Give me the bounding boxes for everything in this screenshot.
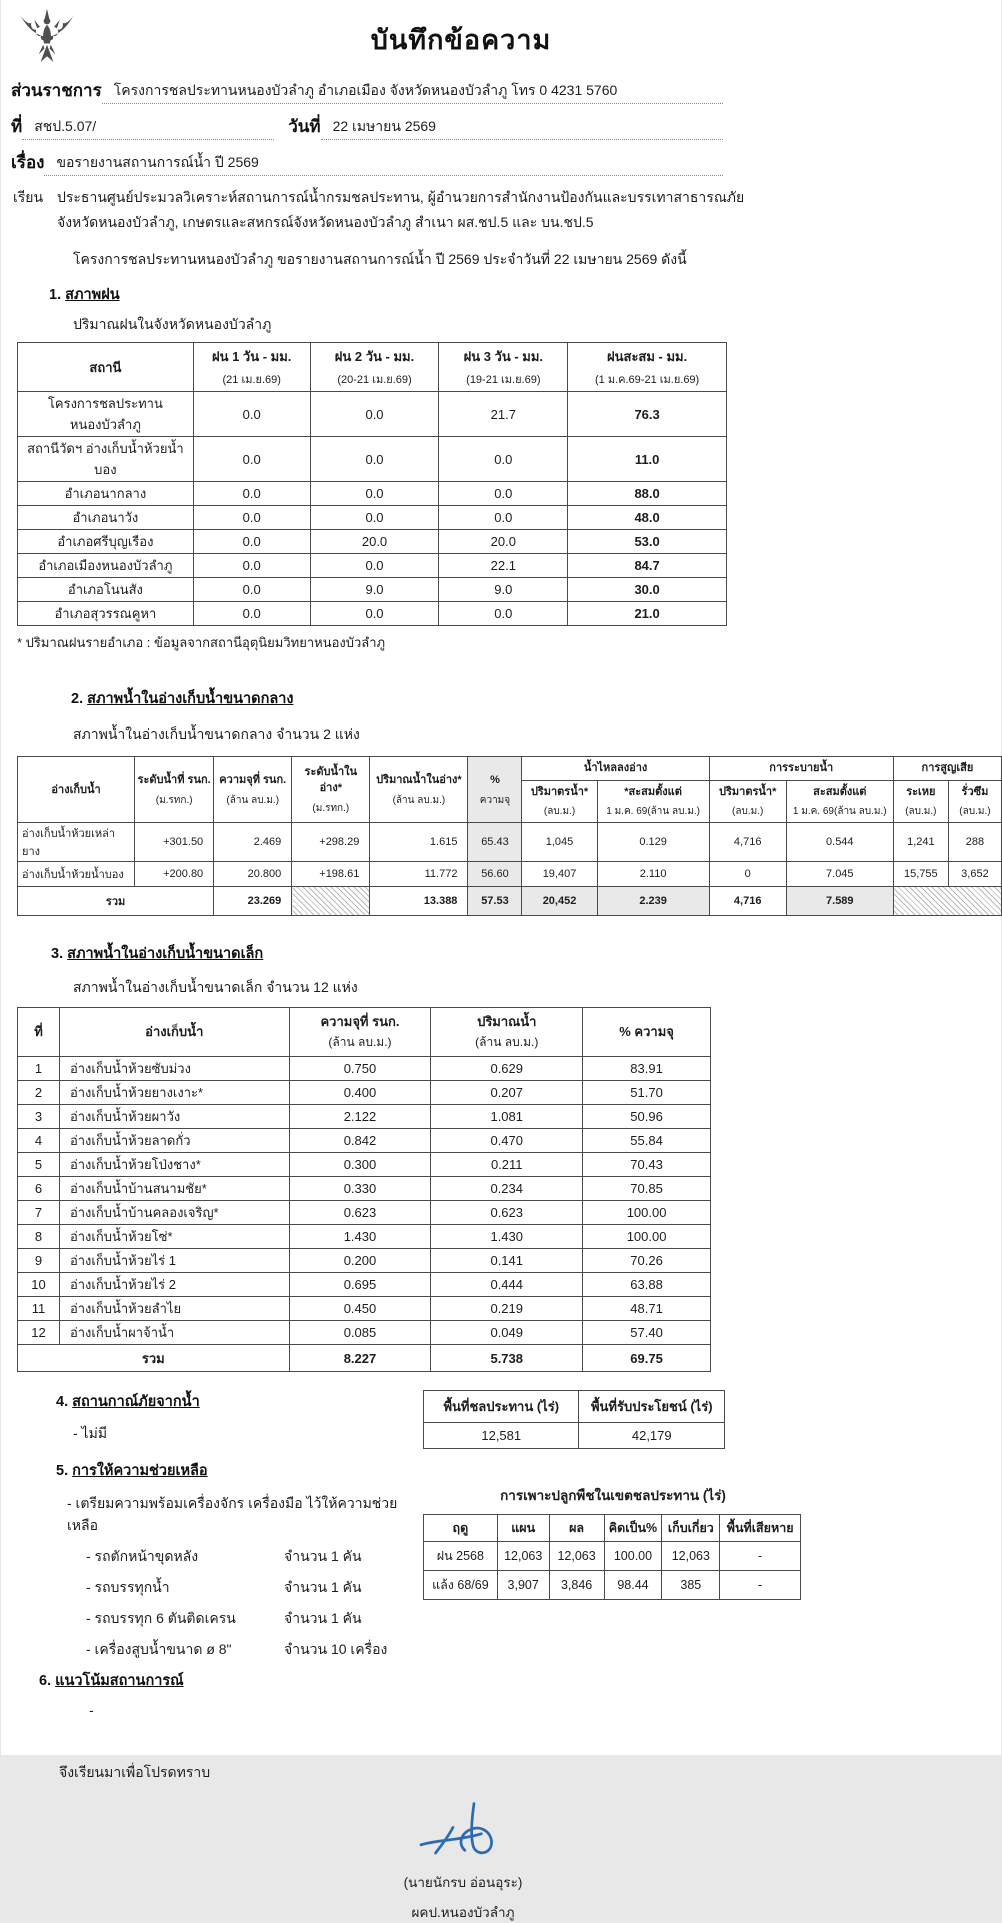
signature-icon bbox=[408, 1800, 518, 1864]
col-inflow-volume: ปริมาตรน้ำ* (ลบ.ม.) bbox=[522, 780, 597, 823]
section6-title: แนวโน้มสถานการณ์ bbox=[55, 1673, 184, 1690]
col-percent-capacity: % ความจุ bbox=[468, 757, 522, 823]
small-reservoir-row: 7 อ่างเก็บน้ำบ้านคลองเจริญ* 0.623 0.623 100.00 bbox=[18, 1201, 711, 1225]
rainfall-row: อำเภอศรีบุญเรือง 0.0 20.0 20.0 53.0 bbox=[18, 530, 727, 554]
group-inflow: น้ำไหลลงอ่าง bbox=[522, 757, 709, 781]
equipment-quantity: จำนวน 10 เครื่อง bbox=[284, 1641, 388, 1658]
station-name: อำเภอนากลาง bbox=[18, 482, 194, 506]
rainfall-row: อำเภอนาวัง 0.0 0.0 0.0 48.0 bbox=[18, 506, 727, 530]
col-discharge-cumulative: สะสมตั้งแต่ 1 ม.ค. 69(ล้าน ลบ.ม.) bbox=[786, 780, 893, 823]
equipment-item bbox=[86, 1639, 423, 1661]
crop-row: ฝน 2568 12,063 12,063 100.00 12,063 - bbox=[424, 1542, 801, 1571]
section6-number: 6. bbox=[39, 1673, 52, 1690]
equipment-name: - รถบรรทุก 6 ตันติดเครน bbox=[86, 1610, 236, 1627]
small-reservoir-row: 12 อ่างเก็บน้ำผาจ้าน้ำ 0.085 0.049 57.40 bbox=[18, 1321, 711, 1345]
to-line-2: จังหวัดหนองบัวลำภู, เกษตรและสหกรณ์จังหวัดหนองบัวลำภู สำเนา ผส.ชป.5 และ บน.ชป.5 bbox=[57, 214, 594, 231]
col-reservoir: อ่างเก็บน้ำ bbox=[18, 757, 135, 823]
small-reservoir-row: 8 อ่างเก็บน้ำห้วยโซ่* 1.430 1.430 100.00 bbox=[18, 1225, 711, 1249]
section4-right bbox=[423, 1390, 725, 1449]
small-header-row bbox=[18, 1008, 711, 1057]
reservoir-name: อ่างเก็บน้ำห้วยลำไย bbox=[59, 1297, 289, 1321]
section5-left bbox=[11, 1484, 423, 1661]
equipment-quantity: จำนวน 1 คัน bbox=[284, 1548, 362, 1565]
memo-form-header bbox=[11, 77, 723, 176]
rainfall-footnote: * ปริมาณฝนรายอำเภอ : ข้อมูลจากสถานีอุตุนิยมวิทยาหนองบัวลำภู bbox=[17, 635, 386, 651]
group-discharge: การระบายน้ำ bbox=[709, 757, 893, 781]
rainfall-col-cumulative: ฝนสะสม - มม. (1 ม.ค.69-21 เม.ย.69) bbox=[568, 343, 727, 392]
equipment-item bbox=[86, 1608, 423, 1630]
rainfall-col-1day: ฝน 1 วัน - มม. (21 เม.ย.69) bbox=[193, 343, 310, 392]
irrigation-area-table bbox=[423, 1390, 725, 1449]
reservoir-name: อ่างเก็บน้ำห้วยซับม่วง bbox=[59, 1057, 289, 1081]
reservoir-name: อ่างเก็บน้ำห้วยผาวัง bbox=[59, 1105, 289, 1129]
season: แล้ง 68/69 bbox=[424, 1571, 498, 1600]
col-seepage: รั่วซึม (ลบ.ม.) bbox=[948, 780, 1001, 823]
section1-heading bbox=[49, 283, 991, 306]
date-value: 22 เมษายน 2569 bbox=[321, 116, 723, 140]
small-reservoir-row: 11 อ่างเก็บน้ำห้วยลำไย 0.450 0.219 48.71 bbox=[18, 1297, 711, 1321]
small-reservoir-row: 3 อ่างเก็บน้ำห้วยผาวัง 2.122 1.081 50.96 bbox=[18, 1105, 711, 1129]
col-percent: % ความจุ bbox=[583, 1008, 711, 1057]
medium-reservoir-table bbox=[17, 756, 1002, 916]
small-reservoir-row: 5 อ่างเก็บน้ำห้วยโป่งชาง* 0.300 0.211 70.43 bbox=[18, 1153, 711, 1177]
to-text bbox=[57, 185, 744, 235]
section5-title: การให้ความช่วยเหลือ bbox=[72, 1463, 208, 1480]
reservoir-name: อ่างเก็บน้ำห้วยไร่ 2 bbox=[59, 1273, 289, 1297]
medium-reservoir-row: อ่างเก็บน้ำห้วยน้ำบอง +200.80 20.800 +198.61 11.772 56.60 19,407 2.110 0 7.045 15,755 3,652 bbox=[18, 862, 1002, 887]
col-volume-current: ปริมาณน้ำในอ่าง* (ล้าน ลบ.ม.) bbox=[370, 757, 468, 823]
section1-number: 1. bbox=[49, 287, 62, 304]
small-reservoir-row: 1 อ่างเก็บน้ำห้วยซับม่วง 0.750 0.629 83.91 bbox=[18, 1057, 711, 1081]
section4-heading bbox=[56, 1390, 423, 1413]
section4-row bbox=[11, 1390, 991, 1449]
station-name: อำเภอศรีบุญเรือง bbox=[18, 530, 194, 554]
section4-left bbox=[11, 1390, 423, 1449]
section4-item: - ไม่มี bbox=[73, 1425, 108, 1442]
crop-table-title: การเพาะปลูกพืชในเขตชลประทาน (ไร่) bbox=[500, 1488, 726, 1504]
col-harvested: เก็บเกี่ยว bbox=[662, 1515, 720, 1542]
rainfall-row: โครงการชลประทานหนองบัวลำภู 0.0 0.0 21.7 76.3 bbox=[18, 392, 727, 437]
to-label: เรียน bbox=[13, 189, 44, 205]
number-date-line bbox=[11, 113, 723, 140]
reservoir-name: อ่างเก็บน้ำห้วยโซ่* bbox=[59, 1225, 289, 1249]
rainfall-col-2day: ฝน 2 วัน - มม. (20-21 เม.ย.69) bbox=[310, 343, 439, 392]
signer-name: (นายนักรบ อ่อนอุระ) bbox=[403, 1875, 523, 1891]
col-irrigation-area: พื้นที่ชลประทาน (ไร่) bbox=[424, 1391, 579, 1423]
reservoir-name: อ่างเก็บน้ำบ้านคลองเจริญ* bbox=[59, 1201, 289, 1225]
station-name: อำเภอนาวัง bbox=[18, 506, 194, 530]
area-value-row: 12,581 42,179 bbox=[424, 1423, 725, 1449]
small-reservoir-table bbox=[17, 1007, 711, 1372]
rainfall-col-station: สถานี bbox=[18, 343, 194, 392]
section2-title: สภาพน้ำในอ่างเก็บน้ำขนาดกลาง bbox=[87, 691, 294, 708]
area-header-row bbox=[424, 1391, 725, 1423]
rainfall-row: อำเภอเมืองหนองบัวลำภู 0.0 0.0 22.1 84.7 bbox=[18, 554, 727, 578]
agency-value: โครงการชลประทานหนองบัวลำภู อำเภอเมือง จังหวัดหนองบัวลำภู โทร 0 4231 5760 bbox=[102, 80, 723, 104]
station-name: อำเภอสุวรรณคูหา bbox=[18, 602, 194, 626]
reservoir-name: อ่างเก็บน้ำห้วยน้ำบอง bbox=[18, 862, 135, 887]
section2-number: 2. bbox=[71, 691, 84, 708]
total-label: รวม bbox=[18, 887, 214, 916]
small-reservoir-row: 9 อ่างเก็บน้ำห้วยไร่ 1 0.200 0.141 70.26 bbox=[18, 1249, 711, 1273]
equipment-item bbox=[86, 1577, 423, 1599]
col-damaged-area: พื้นที่เสียหาย bbox=[720, 1515, 801, 1542]
section3-subtitle: สภาพน้ำในอ่างเก็บน้ำขนาดเล็ก จำนวน 12 แห่ง bbox=[73, 979, 358, 996]
addressee-block bbox=[11, 185, 991, 235]
col-name: อ่างเก็บน้ำ bbox=[59, 1008, 289, 1057]
rainfall-row: อำเภอโนนสัง 0.0 9.0 9.0 30.0 bbox=[18, 578, 727, 602]
col-result: ผล bbox=[549, 1515, 604, 1542]
col-discharge-volume: ปริมาตรน้ำ* (ลบ.ม.) bbox=[709, 780, 786, 823]
equipment-name: - รถบรรทุกน้ำ bbox=[86, 1579, 170, 1596]
small-reservoir-row: 2 อ่างเก็บน้ำห้วยยางเงาะ* 0.400 0.207 51.70 bbox=[18, 1081, 711, 1105]
group-loss: การสูญเสีย bbox=[893, 757, 1001, 781]
hatched-cell bbox=[292, 887, 370, 916]
station-name: อำเภอโนนสัง bbox=[18, 578, 194, 602]
col-volume: ปริมาณน้ำ (ล้าน ลบ.ม.) bbox=[431, 1008, 583, 1057]
medium-reservoir-row: อ่างเก็บน้ำห้วยเหล่ายาง +301.50 2.469 +298.29 1.615 65.43 1,045 0.129 4,716 0.544 1,241 288 bbox=[18, 823, 1002, 862]
reservoir-name: อ่างเก็บน้ำห้วยเหล่ายาง bbox=[18, 823, 135, 862]
reservoir-name: อ่างเก็บน้ำผาจ้าน้ำ bbox=[59, 1321, 289, 1345]
page-title: บันทึกข้อความ bbox=[370, 25, 552, 55]
section3-number: 3. bbox=[51, 946, 64, 963]
section6-item: - bbox=[89, 1702, 94, 1719]
total-label: รวม bbox=[18, 1345, 290, 1372]
col-plan: แผน bbox=[497, 1515, 549, 1542]
subject-value: ขอรายงานสถานการณ์น้ำ ปี 2569 bbox=[44, 152, 723, 176]
col-season: ฤดู bbox=[424, 1515, 498, 1542]
station-name: โครงการชลประทานหนองบัวลำภู bbox=[18, 392, 194, 437]
small-reservoir-row: 10 อ่างเก็บน้ำห้วยไร่ 2 0.695 0.444 63.88 bbox=[18, 1273, 711, 1297]
crop-header-row bbox=[424, 1515, 801, 1542]
section4-title: สถานกาณ์ภัยจากน้ำ bbox=[72, 1394, 200, 1411]
doc-number-label: ที่ bbox=[11, 117, 23, 136]
section2-subtitle: สภาพน้ำในอ่างเก็บน้ำขนาดกลาง จำนวน 2 แห่ง bbox=[73, 726, 360, 743]
reservoir-name: อ่างเก็บน้ำห้วยไร่ 1 bbox=[59, 1249, 289, 1273]
rainfall-row: อำเภอสุวรรณคูหา 0.0 0.0 0.0 21.0 bbox=[18, 602, 727, 626]
intro-paragraph: โครงการชลประทานหนองบัวลำภู ขอรายงานสถานการณ์น้ำ ปี 2569 ประจำวันที่ 22 เมษายน 2569 ดังนี้ bbox=[73, 251, 687, 268]
small-reservoir-row: 6 อ่างเก็บน้ำบ้านสนามชัย* 0.330 0.234 70.85 bbox=[18, 1177, 711, 1201]
doc-number-value: สชป.5.07/ bbox=[22, 116, 274, 140]
col-no: ที่ bbox=[18, 1008, 60, 1057]
equipment-quantity: จำนวน 1 คัน bbox=[284, 1579, 362, 1596]
section4-number: 4. bbox=[56, 1394, 69, 1411]
subject-line bbox=[11, 149, 723, 176]
crop-row: แล้ง 68/69 3,907 3,846 98.44 385 - bbox=[424, 1571, 801, 1600]
rainfall-header-row bbox=[18, 343, 727, 392]
section5-right bbox=[423, 1484, 803, 1661]
equipment-item bbox=[86, 1546, 423, 1568]
signer-position: ผคป.หนองบัวลำภู bbox=[411, 1905, 515, 1921]
medium-header-group-row bbox=[18, 757, 1002, 781]
signature-block bbox=[303, 1800, 623, 1923]
equipment-name: - เครื่องสูบน้ำขนาด ø 8" bbox=[86, 1641, 232, 1658]
to-line-1: ประธานศูนย์ประมวลวิเคราะห์สถานการณ์น้ำกรมชลประทาน, ผู้อำนวยการสำนักงานป้องกันและบรรเทาสาธารณภัย bbox=[57, 189, 745, 205]
rainfall-table bbox=[17, 342, 727, 626]
section5-heading bbox=[56, 1459, 991, 1482]
reservoir-name: อ่างเก็บน้ำห้วยลาดกั่ว bbox=[59, 1129, 289, 1153]
section5-row bbox=[11, 1484, 991, 1661]
medium-total-row: รวม 23.269 13.388 57.53 20,452 2.239 4,716 7.589 bbox=[18, 887, 1002, 916]
reservoir-name: อ่างเก็บน้ำห้วยโป่งชาง* bbox=[59, 1153, 289, 1177]
col-capacity-nhwl: ความจุที่ รนก. (ล้าน ลบ.ม.) bbox=[214, 757, 292, 823]
section5-intro: - เตรียมความพร้อมเครื่องจักร เครื่องมือ ไว้ให้ความช่วยเหลือ bbox=[67, 1495, 398, 1534]
garuda-emblem-icon bbox=[15, 8, 79, 70]
col-level-current: ระดับน้ำในอ่าง* (ม.รทก.) bbox=[292, 757, 370, 823]
subject-label: เรื่อง bbox=[11, 153, 45, 172]
station-name: สถานีวัดฯ อ่างเก็บน้ำห้วยน้ำบอง bbox=[18, 437, 194, 482]
small-total-row: รวม 8.227 5.738 69.75 bbox=[18, 1345, 711, 1372]
col-capacity: ความจุที่ รนก. (ล้าน ลบ.ม.) bbox=[289, 1008, 431, 1057]
col-inflow-cumulative: *สะสมตั้งแต่ 1 ม.ค. 69(ล้าน ลบ.ม.) bbox=[597, 780, 709, 823]
section2-heading bbox=[71, 687, 991, 710]
rainfall-row: สถานีวัดฯ อ่างเก็บน้ำห้วยน้ำบอง 0.0 0.0 0.0 11.0 bbox=[18, 437, 727, 482]
equipment-quantity: จำนวน 1 คัน bbox=[284, 1610, 362, 1627]
hatched-cell bbox=[893, 887, 1001, 916]
crop-planting-table bbox=[423, 1514, 801, 1600]
section3-title: สภาพน้ำในอ่างเก็บน้ำขนาดเล็ก bbox=[67, 946, 264, 963]
agency-line bbox=[11, 77, 723, 104]
reservoir-name: อ่างเก็บน้ำห้วยยางเงาะ* bbox=[59, 1081, 289, 1105]
col-percent: คิดเป็น% bbox=[604, 1515, 662, 1542]
section3-heading bbox=[51, 942, 991, 965]
section1-subtitle: ปริมาณฝนในจังหวัดหนองบัวลำภู bbox=[73, 316, 272, 333]
station-name: อำเภอเมืองหนองบัวลำภู bbox=[18, 554, 194, 578]
section6-heading bbox=[39, 1669, 991, 1692]
season: ฝน 2568 bbox=[424, 1542, 498, 1571]
rainfall-row: อำเภอนากลาง 0.0 0.0 0.0 88.0 bbox=[18, 482, 727, 506]
col-evaporation: ระเหย (ลบ.ม.) bbox=[893, 780, 948, 823]
rainfall-col-3day: ฝน 3 วัน - มม. (19-21 เม.ย.69) bbox=[439, 343, 568, 392]
small-reservoir-row: 4 อ่างเก็บน้ำห้วยลาดกั่ว 0.842 0.470 55.84 bbox=[18, 1129, 711, 1153]
agency-label: ส่วนราชการ bbox=[11, 81, 102, 100]
closing-line: จึงเรียนมาเพื่อโปรดทราบ bbox=[59, 1764, 211, 1781]
equipment-name: - รถตักหน้าขุดหลัง bbox=[86, 1548, 199, 1565]
section5-number: 5. bbox=[56, 1463, 69, 1480]
memo-document bbox=[1, 0, 1001, 1921]
section1-title: สภาพฝน bbox=[65, 287, 120, 304]
equipment-list bbox=[11, 1546, 423, 1661]
date-label: วันที่ bbox=[288, 117, 321, 136]
col-benefit-area: พื้นที่รับประโยชน์ (ไร่) bbox=[579, 1391, 725, 1423]
col-level-nhwl: ระดับน้ำที่ รนก. (ม.รทก.) bbox=[135, 757, 214, 823]
reservoir-name: อ่างเก็บน้ำบ้านสนามชัย* bbox=[59, 1177, 289, 1201]
